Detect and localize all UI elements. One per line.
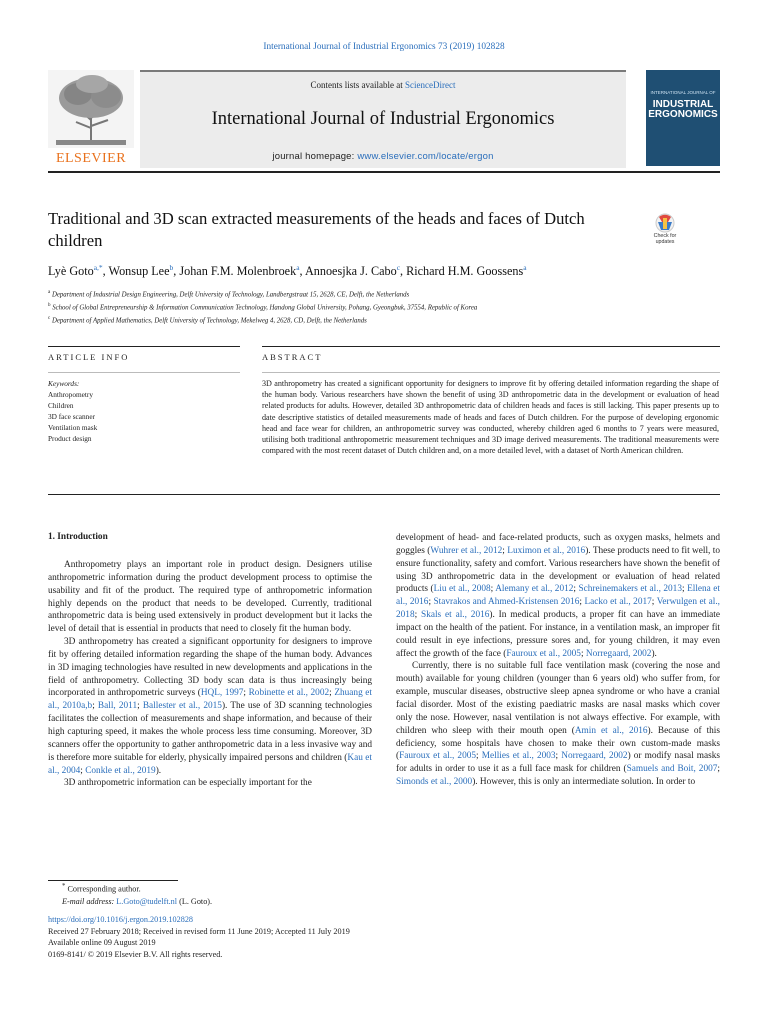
journal-cover-image bbox=[646, 70, 720, 166]
article-info-subrule bbox=[48, 372, 240, 373]
paragraph-text: ; bbox=[555, 751, 562, 762]
elsevier-logo bbox=[48, 70, 134, 168]
crossmark-badge[interactable] bbox=[645, 213, 685, 253]
keywords-list bbox=[48, 378, 238, 444]
article-info-rule bbox=[48, 346, 240, 347]
author-separator: , bbox=[400, 264, 407, 279]
paragraph-text: ) or modify nasal masks for adults in order to use it as a full face mask for children ( bbox=[396, 751, 720, 775]
citation-link[interactable]: Ellena et al., 2016 bbox=[396, 584, 721, 608]
paragraph-text: ; bbox=[80, 765, 86, 776]
author-list bbox=[48, 263, 720, 279]
publication-info bbox=[48, 914, 548, 960]
citation-link[interactable]: Verwulgen et al., 2018 bbox=[396, 597, 720, 621]
citation-link[interactable]: Norregaard, 2002 bbox=[585, 648, 652, 659]
author-name[interactable]: Wonsup Lee bbox=[108, 264, 170, 279]
keywords-label: Keywords: bbox=[48, 379, 80, 388]
paragraph-text: ; bbox=[490, 584, 496, 595]
paragraph-text: ; bbox=[573, 584, 579, 595]
cover-title bbox=[646, 100, 720, 120]
paragraph-text: ; bbox=[717, 764, 720, 775]
email-suffix: (L. Goto). bbox=[177, 896, 213, 906]
received-dates: Received 27 February 2018; Received in revised form 11 June 2019; Accepted 11 July 2019 bbox=[48, 926, 350, 936]
masthead-divider bbox=[48, 171, 720, 173]
corresponding-text: Corresponding author. bbox=[67, 884, 141, 894]
paragraph: Anthropometry plays an important role in product design. Designers utilise anthropometric information during the product development process to optimise the usability and fit of the product. The required type of anthropometric information highly depends on the product that needs to be developed. Currently, traditional anthropometric data is being used extensively in product development but it lacks the level of detail that is essential in products that need to closely fit the human body. bbox=[48, 560, 372, 635]
keyword: 3D face scanner bbox=[48, 412, 95, 421]
citation-link[interactable]: Robinette et al., 2002 bbox=[248, 688, 330, 699]
citation-link[interactable]: Liu et al., 2008 bbox=[433, 584, 491, 595]
keyword: Children bbox=[48, 401, 74, 410]
paragraph-text: ). Because of this deficiency, some hospitals have chosen to make their own custom-made masks ( bbox=[396, 725, 721, 762]
crossmark-icon bbox=[645, 213, 685, 233]
paragraph-text: ). However, this is only an intermediate solution. In order to bbox=[472, 777, 696, 788]
citation-link[interactable]: Fauroux et al., 2005 bbox=[399, 751, 477, 762]
paragraph: 3D anthropometric information can be especially important for the bbox=[64, 778, 312, 789]
corresponding-note bbox=[48, 881, 448, 896]
affiliation-mark: a bbox=[48, 290, 51, 295]
paragraph bbox=[396, 660, 720, 788]
journal-title: International Journal of Industrial Ergonomics bbox=[211, 109, 555, 129]
contents-prefix: Contents lists available at bbox=[310, 80, 405, 90]
author-name[interactable]: Richard H.M. Goossens bbox=[406, 264, 524, 279]
paragraph-text: 3D anthropometry has created a significant opportunity for designers to improve fit by offering detailed information regarding the shape of the human body. Advances in 3D imaging technologies have resulted in new developments and applications in the field of anthropometry. Collecting 3D body scan data is thus increasingly being incorporated in anthropometric surveys ( bbox=[48, 637, 372, 699]
citation-link[interactable]: Kau et al., 2004 bbox=[48, 752, 372, 776]
author-name[interactable]: Annoesjka J. Cabo bbox=[304, 264, 397, 279]
cover-small-text: INTERNATIONAL JOURNAL OF bbox=[650, 90, 716, 95]
body-column-right bbox=[396, 532, 720, 789]
citation-link[interactable]: Luximon et al., 2016 bbox=[507, 545, 586, 556]
paragraph bbox=[396, 532, 720, 660]
citation-link[interactable]: Simonds et al., 2000 bbox=[396, 777, 473, 788]
author[interactable] bbox=[109, 264, 180, 278]
body-column-left bbox=[48, 559, 372, 790]
homepage-label: journal homepage: bbox=[272, 151, 358, 162]
author[interactable] bbox=[305, 264, 406, 278]
author-affiliation-mark[interactable]: c bbox=[396, 263, 401, 272]
abstract-heading: ABSTRACT bbox=[262, 352, 323, 362]
citation-link[interactable]: Ballester et al., 2015 bbox=[142, 701, 222, 712]
paragraph-text: ; bbox=[329, 688, 335, 699]
svg-text:ELSEVIER: ELSEVIER bbox=[55, 151, 127, 166]
affiliation-mark: b bbox=[48, 302, 51, 308]
author-affiliation-mark[interactable]: b bbox=[169, 263, 174, 272]
citation-link[interactable]: Conkle et al., 2019 bbox=[85, 765, 156, 776]
paragraph-text: ; bbox=[428, 597, 434, 608]
citation-link[interactable]: Amin et al., 2016 bbox=[574, 725, 648, 736]
citation-link[interactable]: Schreinemakers et al., 2013 bbox=[578, 584, 682, 595]
paragraph-text: ). The use of 3D scanning technologies facilitates the collection of measurements and shape information, and because of their high capturing speed, it makes the whole process less time consuming. Moreover, 3D scanners offer the opportunity to gather anthropometric data in a less invasive way and is therefore more suitable for elderly, physically impaired persons and children ( bbox=[48, 701, 372, 763]
citation-link[interactable]: Norregaard, 2002 bbox=[561, 751, 628, 762]
paragraph-text: ; bbox=[92, 701, 98, 712]
citation-link[interactable]: Skals et al., 2016 bbox=[421, 610, 490, 621]
journal-reference[interactable]: International Journal of Industrial Ergonomics 73 (2019) 102828 bbox=[263, 42, 505, 52]
paragraph-text: ; bbox=[681, 584, 688, 595]
author-affiliation-mark[interactable]: a bbox=[296, 263, 300, 272]
citation-link[interactable]: HQL, 1997 bbox=[200, 688, 244, 699]
sciencedirect-link[interactable]: ScienceDirect bbox=[405, 80, 456, 90]
citation-link[interactable]: Mellies et al., 2003 bbox=[481, 751, 556, 762]
paragraph-text: ; bbox=[580, 648, 586, 659]
footnotes bbox=[48, 881, 448, 908]
abstract-bottom-rule bbox=[48, 494, 720, 495]
abstract-rule bbox=[262, 346, 720, 347]
affiliation-mark: c bbox=[48, 315, 51, 321]
paragraph-text: ; bbox=[476, 751, 482, 762]
abstract-subrule bbox=[262, 372, 720, 373]
citation-link[interactable]: Samuels and Boit, 2007 bbox=[626, 764, 718, 775]
author-separator: , bbox=[299, 264, 305, 279]
affiliation-text: Department of Applied Mathematics, Delft University of Technology, Mekelweg 4, 2628, CD, Delft, the Netherlands bbox=[51, 316, 367, 324]
author-separator: , bbox=[102, 264, 109, 279]
paper-title: Traditional and 3D scan extracted measurements of the heads and faces of Dutch children bbox=[48, 209, 585, 250]
citation-link[interactable]: Ball, 2011 bbox=[97, 701, 138, 712]
author[interactable] bbox=[406, 264, 526, 278]
paragraph-text: ; bbox=[243, 688, 249, 699]
affiliation bbox=[48, 314, 720, 327]
crossmark-label-line1: Check for bbox=[653, 233, 677, 239]
section-heading-introduction: 1. Introduction bbox=[48, 532, 108, 542]
paragraph-text: ). bbox=[651, 648, 657, 659]
doi-link[interactable]: https://doi.org/10.1016/j.ergon.2019.102828 bbox=[48, 915, 194, 924]
asterisk-mark: * bbox=[62, 883, 66, 890]
homepage-line bbox=[140, 151, 626, 162]
paragraph-text: ; bbox=[502, 545, 508, 556]
affiliation bbox=[48, 288, 720, 301]
paragraph-text: ; bbox=[579, 597, 585, 608]
paragraph-text: ; bbox=[137, 701, 143, 712]
citation-link[interactable]: Zhuang et al., 2010a,b bbox=[48, 688, 372, 712]
cover-title-line1: INDUSTRIAL bbox=[652, 99, 714, 110]
keyword: Ventilation mask bbox=[48, 423, 98, 432]
author-name[interactable]: Lyè Goto bbox=[48, 264, 94, 279]
paragraph-text: ). bbox=[155, 765, 162, 776]
contents-line bbox=[140, 80, 626, 90]
email-link[interactable]: L.Goto@tudelft.nl bbox=[116, 896, 178, 906]
affiliation-text: School of Global Entrepreneurship & Information Communication Technology, Handong Global University, Pohang, Gyeongbuk, 37554, Republic of Korea bbox=[52, 304, 478, 312]
article-info-heading: ARTICLE INFO bbox=[48, 352, 130, 362]
cover-title-line2: ERGONOMICS bbox=[648, 109, 718, 120]
keyword: Anthropometry bbox=[48, 390, 93, 399]
citation-link[interactable]: Stavrakos and Ahmed-Kristensen 2016 bbox=[433, 597, 580, 608]
affiliation-text: Department of Industrial Design Engineering, Delft University of Technology, Landbergstraat 15, 2628, CE, Delft, the Netherlands bbox=[51, 291, 410, 299]
affiliation bbox=[48, 301, 720, 314]
paragraph-text: development of head- and face-related products, such as oxygen masks, helmets and goggles ( bbox=[396, 533, 720, 556]
crossmark-label bbox=[645, 233, 685, 245]
paragraph-text: ). These products need to fit well, to ensure functionality, safety and comfort. Various researchers have shown the benefit of using 3D anthropometric data in the development or evaluation of head related products ( bbox=[396, 545, 720, 595]
email-line bbox=[48, 896, 448, 908]
author-name[interactable]: Johan F.M. Molenbroek bbox=[179, 264, 297, 279]
citation-link[interactable]: Alemany et al., 2012 bbox=[495, 584, 574, 595]
email-label: E-mail address: bbox=[62, 896, 117, 906]
affiliations bbox=[48, 288, 720, 326]
masthead bbox=[48, 70, 720, 168]
paragraph-text: ). In medical products, a proper fit can have an immediate impact on the health of the patient. For instance, in a ventilation mask, an improper fit could result in eye infections, pressure sores and, for young children, it may even affect the growth of the face ( bbox=[396, 610, 720, 659]
abstract-text: 3D anthropometry has created a significant opportunity for designers to improve fit by offering detailed information regarding the shape of the human body. Various researchers have shown the benefit of using 3D anthropometric data in the development or evaluation of head related products for adults. However, detailed 3D anthropometric data of children heads and faces is still lacking. This paper presents up to date descriptive statistics of detailed measurements made of heads and faces of Dutch children. For the purpose of developing ergonomic head and face wear for children, an anthropometric survey was conducted, whereby children aged 6 months to 7 years were measured, utilising both traditional anthropometric measurement techniques and 3D image derived measurements. The traditional measurements were compared with the most recent dataset of Dutch children and, on a more detailed level, with a dataset of North American children. bbox=[262, 379, 719, 456]
author-affiliation-mark[interactable]: a,* bbox=[93, 263, 103, 272]
copyright: 0169-8141/ © 2019 Elsevier B.V. All rights reserved. bbox=[48, 949, 223, 959]
keyword: Product design bbox=[48, 434, 92, 443]
homepage-link[interactable]: www.elsevier.com/locate/ergon bbox=[357, 151, 494, 162]
online-date: Available online 09 August 2019 bbox=[48, 938, 156, 947]
author[interactable] bbox=[48, 264, 109, 278]
paragraph-text: ; bbox=[651, 597, 657, 608]
journal-banner bbox=[140, 70, 626, 168]
crossmark-label-line2: updates bbox=[655, 239, 675, 245]
author[interactable] bbox=[179, 264, 305, 278]
citation-link[interactable]: Wuhrer et al., 2012 bbox=[430, 545, 503, 556]
citation-link[interactable]: Lacko et al., 2017 bbox=[584, 597, 652, 608]
paragraph bbox=[48, 636, 372, 777]
author-separator: , bbox=[173, 264, 180, 279]
paragraph-text: ; bbox=[414, 610, 422, 621]
paragraph-text: Currently, there is no suitable full face ventilation mask (covering the nose and mouth) available for young children (younger than 6 years old) who suffer from, for example, muscular diseases, obstructive sleep apnea syndrome or who have a cranial facial disorder. Most of the existing paediatric masks are nasal masks which cover only the nose. However, nasal ventilation is not always effective. For example, with children who sleep with their mouth open ( bbox=[396, 661, 720, 736]
citation-link[interactable]: Fauroux et al., 2005 bbox=[506, 648, 581, 659]
author-affiliation-mark[interactable]: a bbox=[523, 263, 527, 272]
